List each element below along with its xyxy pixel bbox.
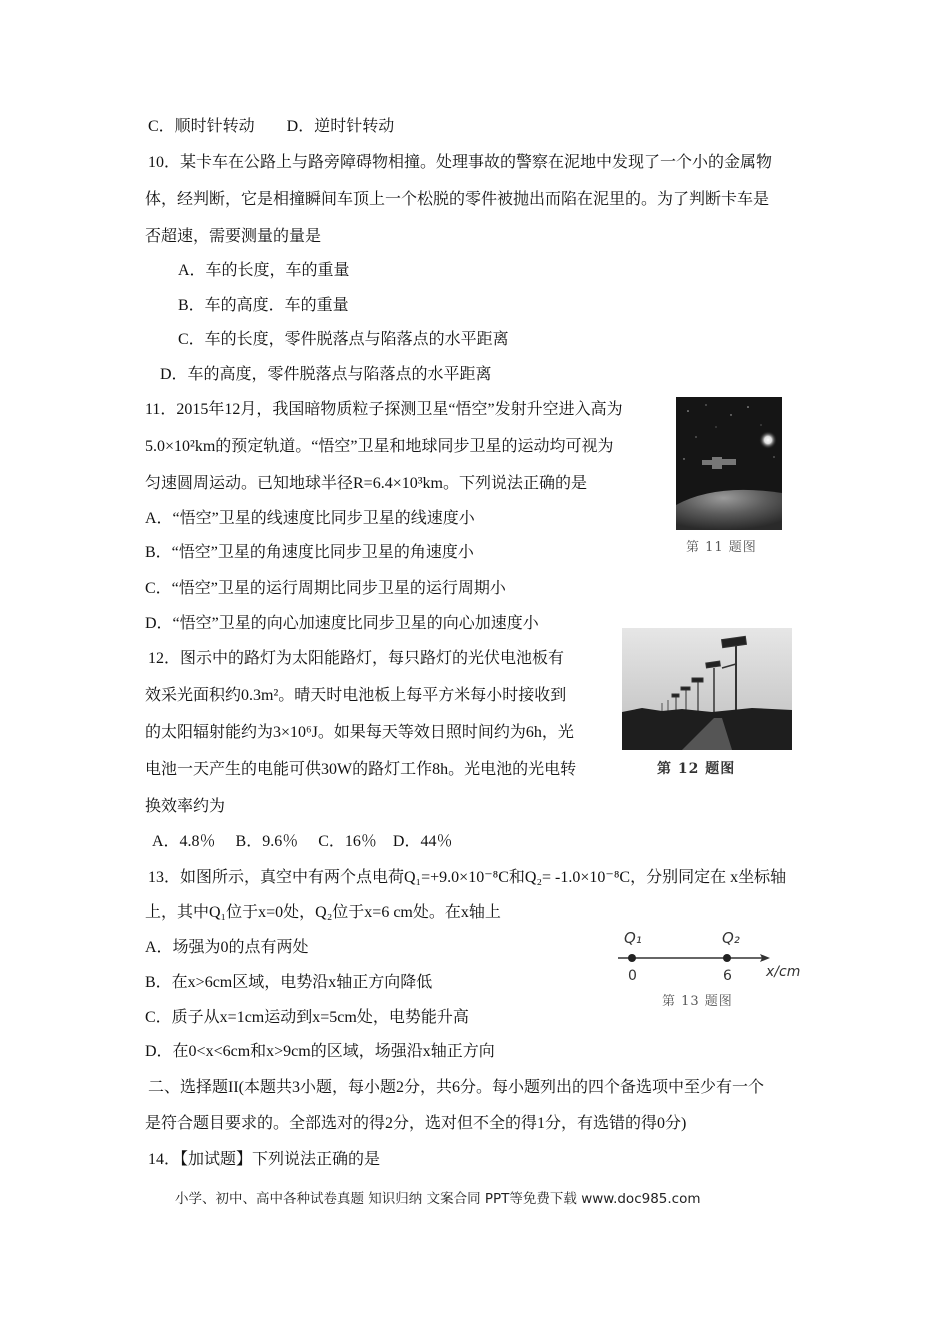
q2-label: Q₂: [722, 929, 740, 947]
q10-option-c: C．车的长度，零件脱落点与陷落点的水平距离: [178, 331, 509, 348]
q1-label: Q₁: [624, 929, 642, 947]
charge-q1-dot: [628, 954, 636, 962]
q11-stem-line: 11．2015年12月，我国暗物质粒子探测卫星“悟空”发射升空进入高为: [145, 401, 623, 418]
page-footer: 小学、初中、高中各种试卷真题 知识归纳 文案合同 PPT等免费下载 www.doc985.com: [175, 1191, 701, 1207]
q11-option-d: D．“悟空”卫星的向心加速度比同步卫星的向心加速度小: [145, 615, 539, 632]
q12-figure-caption: 第 12 题图: [657, 761, 736, 777]
axis-unit-label: x/cm: [766, 964, 801, 980]
q11-option-c: C．“悟空”卫星的运行周期比同步卫星的运行周期小: [145, 580, 506, 597]
q11-option-a: A．“悟空”卫星的线速度比同步卫星的线速度小: [145, 510, 475, 527]
q10-option-a: A．车的长度，车的重量: [178, 262, 350, 279]
section-2-heading-line: 二、选择题II(本题共3小题，每小题2分，共6分。每小题列出的四个备选项中至少有一个: [148, 1079, 764, 1096]
six-tick-label: 6: [723, 968, 732, 984]
q12-stem-line: 电池一天产生的电能可供30W的路灯工作8h。光电池的光电转: [145, 761, 577, 778]
q11-satellite-photo: [676, 397, 782, 530]
q12-streetlight-photo: [622, 628, 792, 750]
q10-option-b: B．车的高度．车的重量: [178, 297, 349, 314]
bright-star: [759, 431, 777, 449]
q10-option-d: D．车的高度，零件脱落点与陷落点的水平距离: [160, 366, 492, 383]
q13-figure-caption: 第 13 题图: [662, 994, 733, 1009]
q13-charge-axis-figure: [606, 922, 806, 986]
q11-stem-line: 匀速圆周运动。已知地球半径R=6.4×10³km。下列说法正确的是: [145, 475, 587, 492]
q13-stem-line: 上，其中Q₁位于x=0处，Q₂位于x=6 cm处。在x轴上: [145, 904, 501, 921]
q11-stem-line: 5.0×10²km的预定轨道。“悟空”卫星和地球同步卫星的运动均可视为: [145, 438, 614, 455]
q13-option-d: D．在0<x<6cm和x>9cm的区域，场强沿x轴正方向: [145, 1043, 495, 1060]
q12-stem-line: 效采光面积约0.3m²。晴天时电池板上每平方米每小时接收到: [145, 687, 567, 704]
q10-stem-line: 否超速，需要测量的量是: [145, 228, 322, 245]
q9-options-cd: C．顺时针转动 D．逆时针转动: [148, 118, 395, 135]
q12-stem-line: 12．图示中的路灯为太阳能路灯，每只路灯的光伏电池板有: [148, 650, 565, 667]
q11-figure-caption: 第 11 题图: [686, 540, 757, 555]
charge-q2-dot: [723, 954, 731, 962]
q13-stem-line: 13．如图所示，真空中有两个点电荷Q₁=+9.0×10⁻⁸C和Q₂= -1.0×10⁻⁸C，分别同定在 x坐标轴: [148, 869, 787, 886]
section-2-heading-line: 是符合题目要求的。全部选对的得2分，选对但不全的得1分，有选错的得0分): [145, 1115, 687, 1132]
q13-option-b: B．在x>6cm区域，电势沿x轴正方向降低: [145, 974, 433, 991]
q10-stem-line: 10．某卡车在公路上与路旁障碍物相撞。处理事故的警察在泥地中发现了一个小的金属物: [148, 154, 773, 171]
origin-tick-label: 0: [628, 968, 637, 984]
q10-stem-line: 体，经判断，它是相撞瞬间车顶上一个松脱的零件被抛出而陷在泥里的。为了判断卡车是: [145, 191, 770, 208]
q13-option-c: C．质子从x=1cm运动到x=5cm处，电势能升高: [145, 1009, 469, 1026]
q12-options: A．4.8％ B．9.6％ C．16％ D．44％: [152, 833, 453, 850]
q12-stem-line: 的太阳辐射能约为3×10⁶J。如果每天等效日照时间约为6h，光: [145, 724, 574, 741]
q11-option-b: B．“悟空”卫星的角速度比同步卫星的角速度小: [145, 544, 474, 561]
q13-option-a: A．场强为0的点有两处: [145, 939, 309, 956]
q14-stem: 14．【加试题】下列说法正确的是: [148, 1151, 381, 1168]
q12-stem-line: 换效率约为: [145, 798, 226, 815]
